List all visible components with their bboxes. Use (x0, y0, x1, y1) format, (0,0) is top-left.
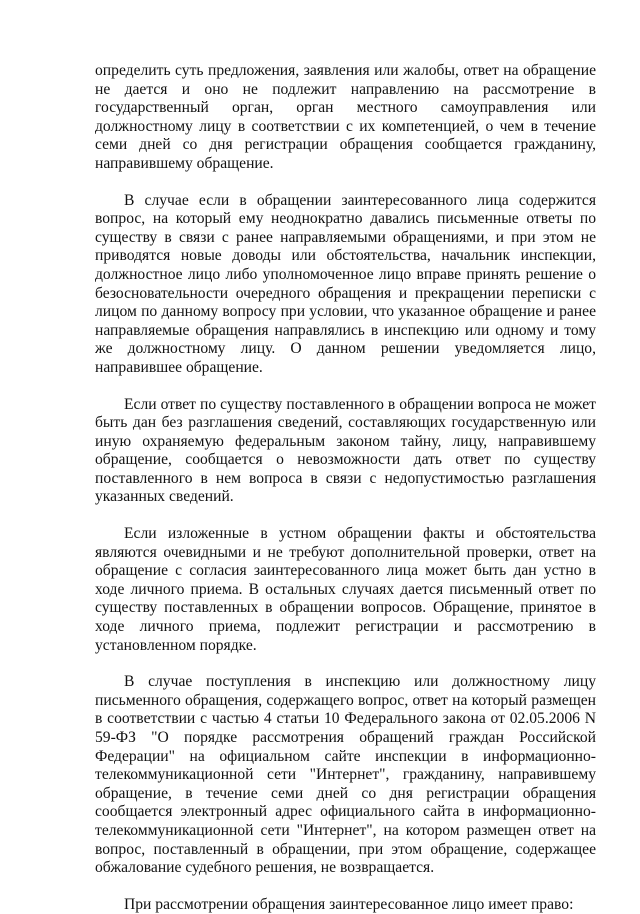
paragraph-continuation: определить суть предложения, заявления или жалобы, ответ на обращение не дается и оно не подлежит направлению на рассмотрение в государственный орган, орган местного самоуправления или должностному лицу в соответствии с их компетенцией, о чем в течение семи дней со дня регистрации обращения сообщается гражданину, направившему обращение. (95, 62, 596, 172)
paragraph-state-secret: Если ответ по существу поставленного в обращении вопроса не может быть дан без разглашения сведений, составляющих государственную или иную охраняемую федеральным законом тайну, лицу, направившему обращение, сообщается о невозможности дать ответ по существу поставленного в нем вопроса в связи с недопустимостью разглашения указанных сведений. (95, 395, 596, 506)
paragraph-rights-intro: При рассмотрении обращения заинтересованное лицо имеет право: (124, 895, 574, 913)
paragraph-internet-answer: В случае поступления в инспекцию или должностному лицу письменного обращения, содержащего вопрос, ответ на который размещен в соответствии с частью 4 статьи 10 Федерального закона от 02.05.2006 N 59-ФЗ "О порядке рассмотрения обращений граждан Российской Федерации" на официальном сайте инспекции в информационно-телекоммуникационной сети "Интернет", гражданину, направившему обращение, в течение семи дней со дня регистрации обращения сообщается электронный адрес официального сайта в информационно-телекоммуникационной сети "Интернет", на котором размещен ответ на вопрос, поставленный в обращении, при этом обращение, содержащее обжалование судебного решения, не возвращается. (95, 673, 596, 877)
paragraph-oral-answer: Если изложенные в устном обращении факты и обстоятельства являются очевидными и не требуют дополнительной проверки, ответ на обращение с согласия заинтересованного лица может быть дан устно в ходе личного приема. В остальных случаях дается письменный ответ по существу поставленных в обращении вопросов. Обращение, принятое в ходе личного приема, подлежит регистрации и рассмотрению в установленном порядке. (95, 525, 596, 654)
paragraph-repeated-appeal: В случае если в обращении заинтересованного лица содержится вопрос, на который ему неоднократно давались письменные ответы по существу в связи с ранее направляемыми обращениями, и при этом не приводятся новые доводы или обстоятельства, начальник инспекции, должностное лицо либо уполномоченное лицо вправе принять решение о безосновательности очередного обращения и прекращении переписки с лицом по данному вопросу при условии, что указанное обращение и ранее направляемые обращения направлялись в инспекцию или одному и тому же должностному лицу. О данном решении уведомляется лицо, направившее обращение. (95, 191, 596, 376)
